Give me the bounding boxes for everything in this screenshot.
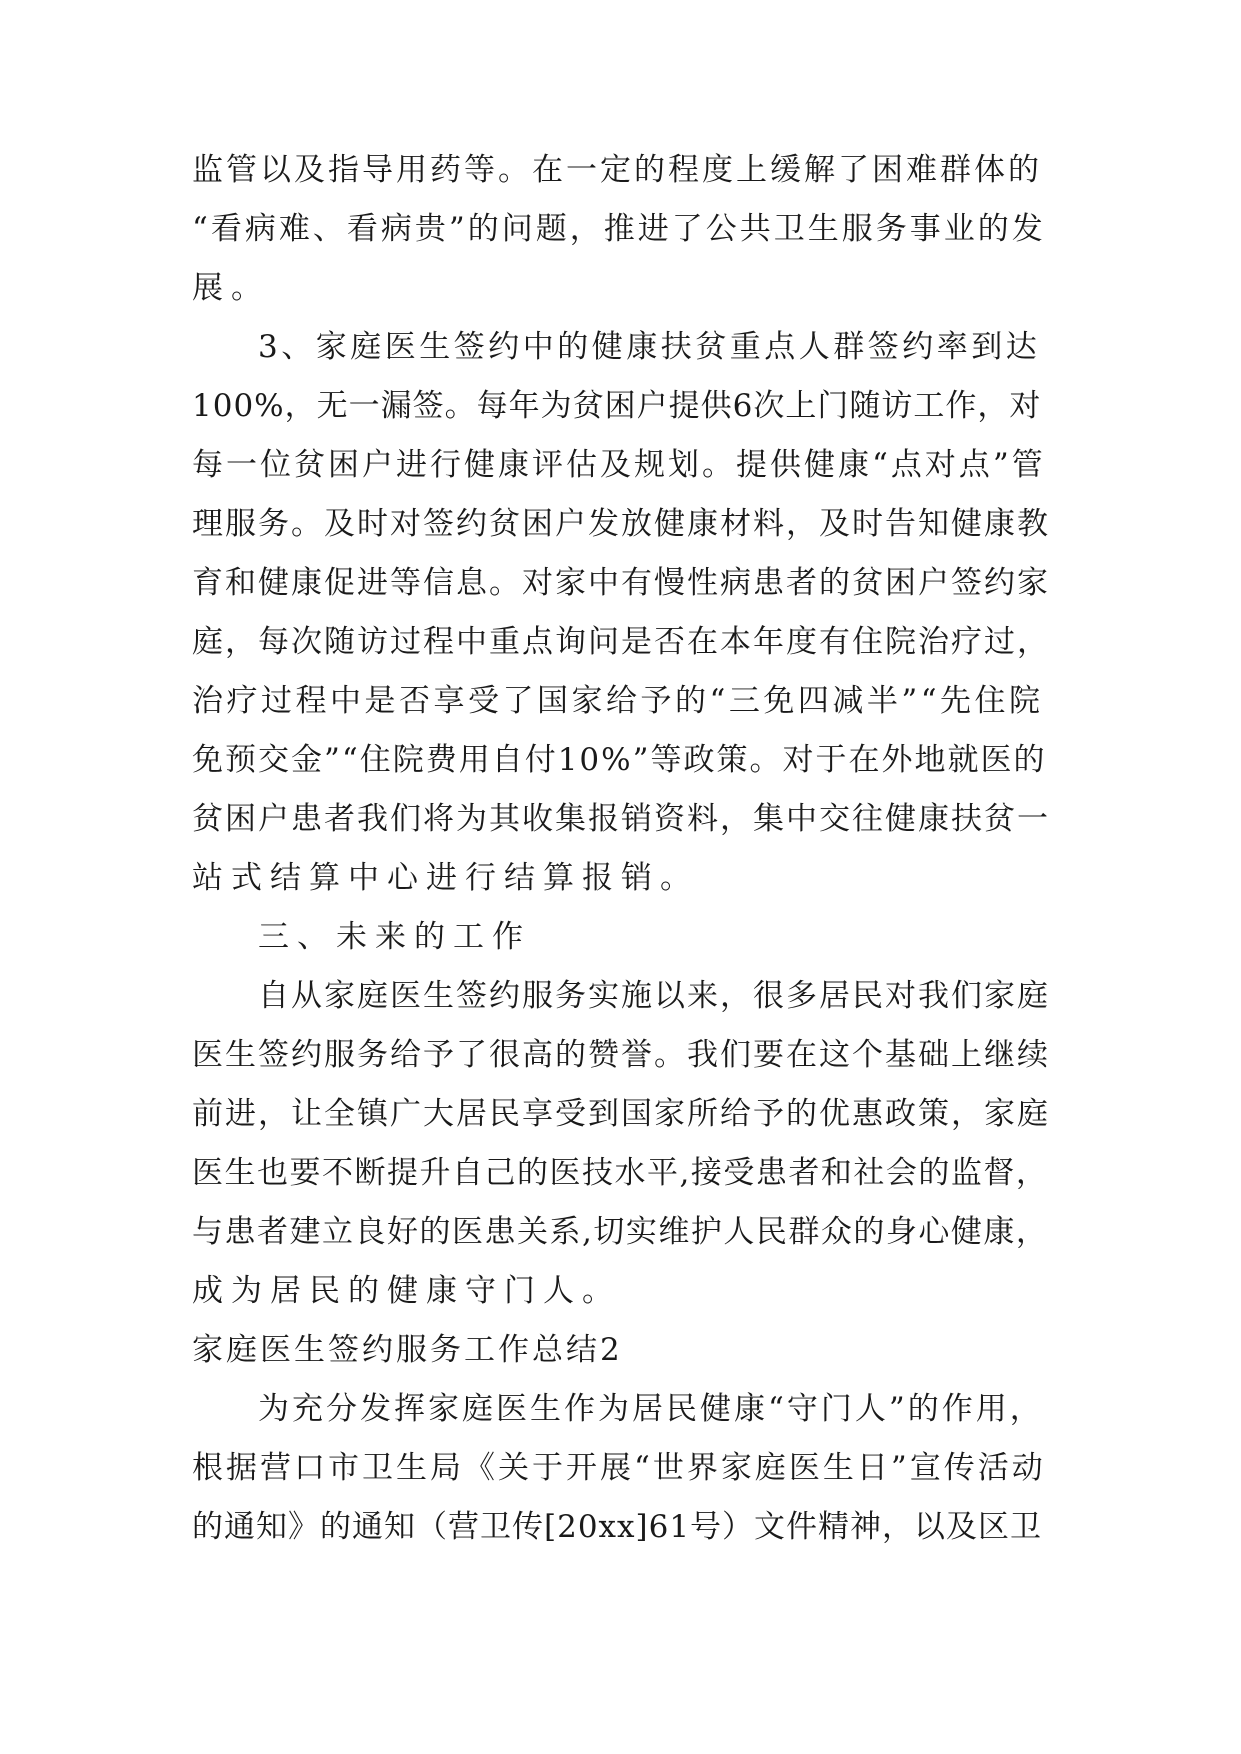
paragraph-line: 展。 [192,270,270,306]
article-title: 家庭医生签约服务工作总结2 [192,1332,623,1368]
paragraph-line: 免预交金”“住院费用自付10%”等政策。对于在外地就医的 [192,742,1047,778]
section-heading: 三、未来的工作 [258,919,531,955]
paragraph-line: 100%，无一漏签。每年为贫困户提供6次上门随访工作，对 [192,388,1042,424]
paragraph-line: 的通知》的通知（营卫传[20xx]61号）文件精神，以及区卫 [192,1509,1043,1545]
paragraph-line: 医生也要不断提升自己的医技水平,接受患者和社会的监督， [192,1155,1049,1191]
paragraph-line: 自从家庭医生签约服务实施以来，很多居民对我们家庭 [258,978,1050,1014]
paragraph-line: 医生签约服务给予了很高的赞誉。我们要在这个基础上继续 [192,1037,1050,1073]
paragraph-line: 成为居民的健康守门人。 [192,1273,621,1309]
paragraph-line: 庭，每次随访过程中重点询问是否在本年度有住院治疗过， [192,624,1050,660]
paragraph-line: 根据营口市卫生局《关于开展“世界家庭医生日”宣传活动 [192,1450,1046,1486]
paragraph-line: “看病难、看病贵”的问题，推进了公共卫生服务事业的发 [192,211,1046,247]
paragraph-line: 3、家庭医生签约中的健康扶贫重点人群签约率到达 [258,329,1041,365]
paragraph-line: 育和健康促进等信息。对家中有慢性病患者的贫困户签约家 [192,565,1050,601]
paragraph-line: 理服务。及时对签约贫困户发放健康材料，及时告知健康教 [192,506,1050,542]
paragraph-line: 贫困户患者我们将为其收集报销资料，集中交往健康扶贫一 [192,801,1050,837]
paragraph-line: 前进，让全镇广大居民享受到国家所给予的优惠政策，家庭 [192,1096,1050,1132]
paragraph-line: 治疗过程中是否享受了国家给予的“三免四减半”“先住院 [192,683,1044,719]
paragraph-line: 每一位贫困户进行健康评估及规划。提供健康“点对点”管 [192,447,1046,483]
paragraph-line: 监管以及指导用药等。在一定的程度上缓解了困难群体的 [192,152,1042,188]
paragraph-line: 站式结算中心进行结算报销。 [192,860,699,896]
paragraph-line: 与患者建立良好的医患关系,切实维护人民群众的身心健康， [192,1214,1049,1250]
paragraph-line: 为充分发挥家庭医生作为居民健康“守门人”的作用， [258,1391,1044,1427]
